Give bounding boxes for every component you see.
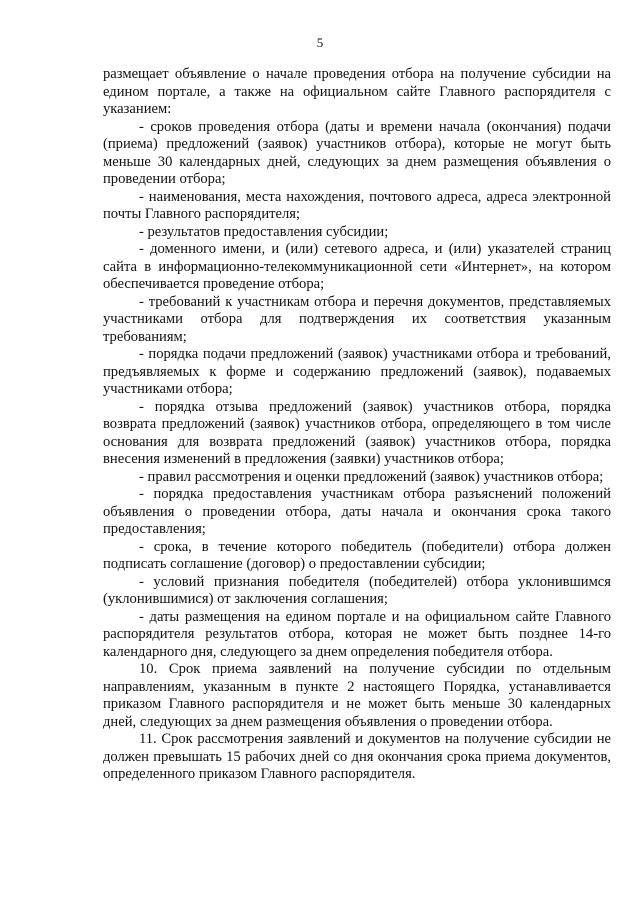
paragraph: - даты размещения на едином портале и на официальном сайте Главного распорядителя результатов отбора, которая не может быть позднее 14-го календарного дня, следующего за днем определения победителя отбора. <box>103 608 611 660</box>
paragraph: размещает объявление о начале проведения отбора на получение субсидии на едином портале, а также на официальном сайте Главного распорядителя с указанием: <box>103 66 611 117</box>
page-number: 5 <box>316 35 324 50</box>
paragraph: - порядка подачи предложений (заявок) участниками отбора и требований, предъявляемых к форме и содержанию предложений (заявок), подаваемых участниками отбора; <box>103 346 611 397</box>
paragraph: - доменного имени, и (или) сетевого адреса, и (или) указателей страниц сайта в информационно-телекоммуникационной сети «Интернет», на котором обеспечивается проведение отбора; <box>103 241 611 292</box>
paragraph: - наименования, места нахождения, почтового адреса, адреса электронной почты Главного распорядителя; <box>103 188 611 222</box>
paragraph: - сроков проведения отбора (даты и времени начала (окончания) подачи (приема) предложений (заявок) участников отбора), которые не могут быть меньше 30 календарных дней, следующих за днем размещения объявления о проведении отбора; <box>103 118 611 187</box>
paragraph: - условий признания победителя (победителей) отбора уклонившимся (уклонившимися) от заключения соглашения; <box>103 573 611 607</box>
document-body <box>103 66 611 784</box>
paragraph: 11. Срок рассмотрения заявлений и документов на получение субсидии не должен превышать 15 рабочих дней со дня окончания срока приема документов, определенного приказом Главного распорядителя. <box>103 731 611 782</box>
paragraph: - результатов предоставления субсидии; <box>139 223 389 240</box>
paragraph: - правил рассмотрения и оценки предложений (заявок) участников отбора; <box>139 468 604 485</box>
paragraph: 10. Срок приема заявлений на получение субсидии по отдельным направлениям, указанным в пункте 2 настоящего Порядка, устанавливается приказом Главного распорядителя и не может быть меньше 30 календарных дней, следующих за днем размещения объявления о проведении отбора. <box>103 661 611 730</box>
paragraph: - срока, в течение которого победитель (победители) отбора должен подписать соглашение (договор) о предоставлении субсидии; <box>103 538 611 572</box>
paragraph: - порядка отзыва предложений (заявок) участников отбора, порядка возврата предложений (заявок) участников отбора, определяющего в том числе основания для возврата предложений (заявок) участников отбора, порядка внесения изменений в предложения (заявки) участников отбора; <box>103 398 611 467</box>
paragraph: - порядка предоставления участникам отбора разъяснений положений объявления о проведении отбора, даты начала и окончания срока такого предоставления; <box>103 486 611 537</box>
paragraph: - требований к участникам отбора и перечня документов, представляемых участниками отбора для подтверждения их соответствия указанным требованиям; <box>103 293 611 345</box>
